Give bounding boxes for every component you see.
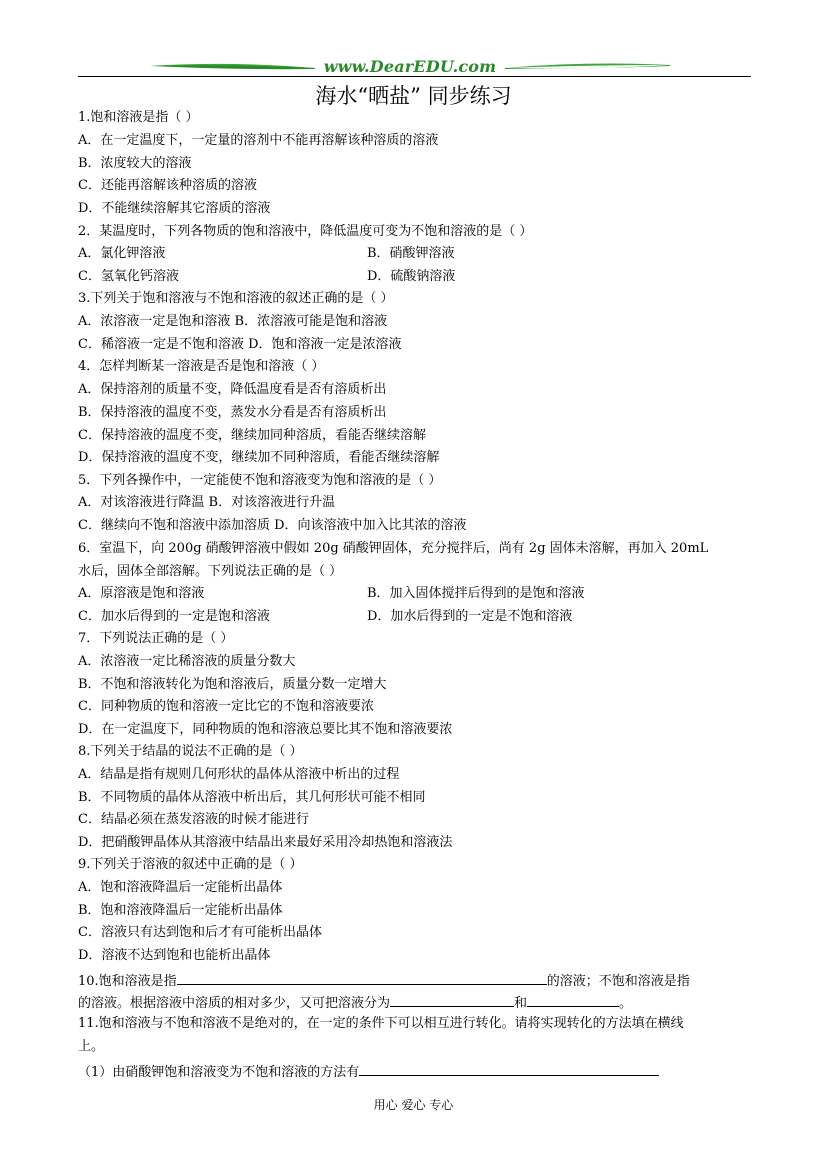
page-title: 海水“晒盐” 同步练习 xyxy=(315,84,512,108)
question-3-stem: 3.下列关于饱和溶液与不饱和溶液的叙述正确的是（ ） xyxy=(78,291,394,306)
question-6-stem-line2: 水后，固体全部溶解。下列说法正确的是（ ） xyxy=(78,564,343,579)
question-6-option-a: A．原溶液是饱和溶液 xyxy=(78,586,205,601)
page-footer: 用心 爱心 专心 xyxy=(373,1098,454,1112)
question-10-text-1: 10.饱和溶液是指 xyxy=(78,974,177,989)
question-8-stem: 8.下列关于结晶的说法不正确的是（ ） xyxy=(78,744,303,759)
question-10-text-4: 和 xyxy=(514,996,528,1011)
question-10-text-5: 。 xyxy=(619,996,633,1011)
question-9-option-b: B．饱和溶液降温后一定能析出晶体 xyxy=(78,903,283,918)
question-7-option-a: A．浓溶液一定比稀溶液的质量分数大 xyxy=(78,654,296,669)
question-11-blank-1[interactable] xyxy=(359,1061,659,1076)
question-9-option-a: A．饱和溶液降温后一定能析出晶体 xyxy=(78,880,283,895)
question-1-stem: 1.饱和溶液是指（ ） xyxy=(78,110,199,125)
question-8-option-c: C．结晶必须在蒸发溶液的时候才能进行 xyxy=(78,812,309,827)
question-6-option-c: C．加水后得到的一定是饱和溶液 xyxy=(78,609,270,624)
question-11-stem-line2: 上。 xyxy=(78,1039,105,1054)
header-divider xyxy=(78,76,751,77)
question-9-option-c: C．溶液只有达到饱和后才有可能析出晶体 xyxy=(78,925,322,940)
question-4-stem: 4．怎样判断某一溶液是否是饱和溶液（ ） xyxy=(78,359,325,374)
question-5-options-cd: C．继续向不饱和溶液中添加溶质 D．向该溶液中加入比其浓的溶液 xyxy=(78,518,467,533)
question-10-text-2: 的溶液；不饱和溶液是指 xyxy=(546,974,690,989)
question-10-blank-2[interactable] xyxy=(390,992,514,1007)
question-8-option-d: D．把硝酸钾晶体从其溶液中结晶出来最好采用冷却热饱和溶液法 xyxy=(78,835,453,850)
question-4-option-b: B．保持溶液的温度不变，蒸发水分看是否有溶质析出 xyxy=(78,405,387,420)
question-4-option-c: C．保持溶液的温度不变，继续加同种溶质，看能否继续溶解 xyxy=(78,428,426,443)
question-6-option-b: B．加入固体搅拌后得到的是饱和溶液 xyxy=(367,586,585,601)
question-2-stem: 2．某温度时，下列各物质的饱和溶液中，降低温度可变为不饱和溶液的是（ ） xyxy=(78,224,533,239)
question-10-text-3: 的溶液。根据溶液中溶质的相对多少，又可把溶液分为 xyxy=(78,996,391,1011)
question-10-blank-1[interactable] xyxy=(177,970,547,985)
question-4-option-a: A．保持溶剂的质量不变，降低温度看是否有溶质析出 xyxy=(78,382,387,397)
question-11-sub-1 xyxy=(78,1061,659,1082)
question-11-sub-1-text: （1）由硝酸钾饱和溶液变为不饱和溶液的方法有 xyxy=(78,1065,360,1080)
question-1-option-d: D．不能继续溶解其它溶质的溶液 xyxy=(78,201,271,216)
question-9-stem: 9.下列关于溶液的叙述中正确的是（ ） xyxy=(78,857,303,872)
question-8-option-a: A．结晶是指有规则几何形状的晶体从溶液中析出的过程 xyxy=(78,767,400,782)
question-4-option-d: D．保持溶液的温度不变，继续加不同种溶质，看能否继续溶解 xyxy=(78,450,440,465)
question-1-option-b: B．浓度较大的溶液 xyxy=(78,156,192,171)
question-10-line2 xyxy=(78,992,632,1013)
question-2-option-d: D．硫酸钠溶液 xyxy=(367,269,456,284)
question-3-options-ab: A．浓溶液一定是饱和溶液 B．浓溶液可能是饱和溶液 xyxy=(78,314,388,329)
question-1-option-c: C．还能再溶解该种溶质的溶液 xyxy=(78,178,257,193)
question-7-option-c: C．同种物质的饱和溶液一定比它的不饱和溶液要浓 xyxy=(78,699,374,714)
question-10-line1 xyxy=(78,970,690,991)
question-7-option-b: B．不饱和溶液转化为饱和溶液后，质量分数一定增大 xyxy=(78,677,387,692)
question-10-blank-3[interactable] xyxy=(527,992,619,1007)
question-9-option-d: D．溶液不达到饱和也能析出晶体 xyxy=(78,948,271,963)
question-8-option-b: B．不同物质的晶体从溶液中析出后，其几何形状可能不相同 xyxy=(78,790,426,805)
question-1-option-a: A．在一定温度下，一定量的溶剂中不能再溶解该种溶质的溶液 xyxy=(78,133,439,148)
question-7-stem: 7．下列说法正确的是（ ） xyxy=(78,631,234,646)
question-2-option-a: A．氯化钾溶液 xyxy=(78,246,166,261)
question-5-options-ab: A．对该溶液进行降温 B．对该溶液进行升温 xyxy=(78,495,336,510)
site-logo-text: www.DearEDU.com xyxy=(323,57,497,76)
question-3-options-cd: C．稀溶液一定是不饱和溶液 D．饱和溶液一定是浓溶液 xyxy=(78,337,402,352)
question-5-stem: 5．下列各操作中，一定能使不饱和溶液变为饱和溶液的是（ ） xyxy=(78,473,442,488)
question-7-option-d: D．在一定温度下，同种物质的饱和溶液总要比其不饱和溶液要浓 xyxy=(78,722,453,737)
question-11-stem-line1: 11.饱和溶液与不饱和溶液不是绝对的，在一定的条件下可以相互进行转化。请将实现转化的方法填在横线 xyxy=(78,1016,684,1031)
question-6-option-d: D．加水后得到的一定是不饱和溶液 xyxy=(367,609,573,624)
question-2-option-c: C．氢氧化钙溶液 xyxy=(78,269,179,284)
question-6-stem-line1: 6．室温下，向 200g 硝酸钾溶液中假如 20g 硝酸钾固体，充分搅拌后，尚有 2g 固体未溶解，再加入 20mL xyxy=(78,541,709,556)
question-2-option-b: B．硝酸钾溶液 xyxy=(367,246,455,261)
